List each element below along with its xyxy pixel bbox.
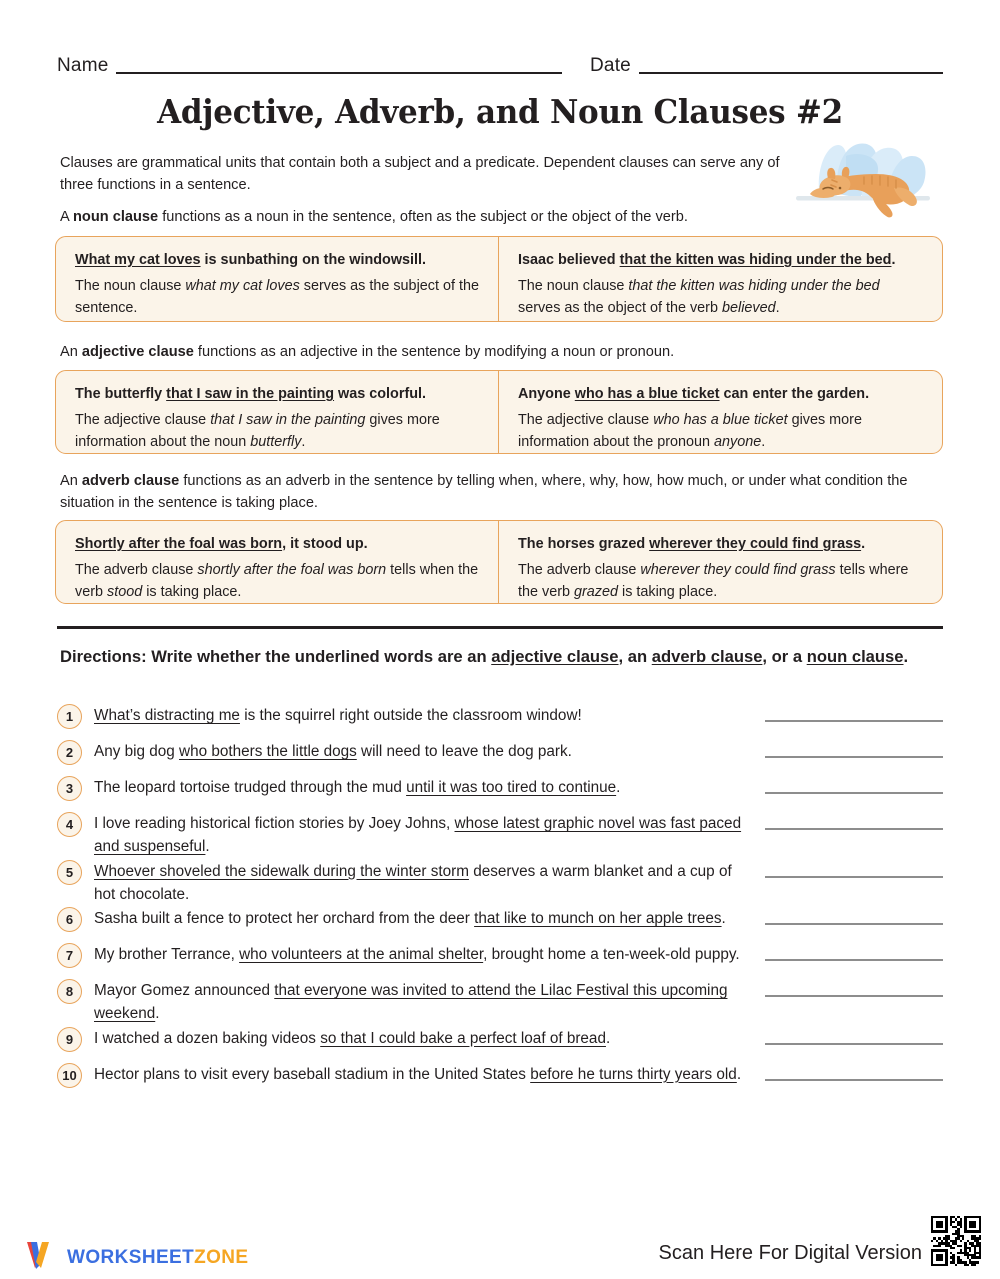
date-field-group [590,55,943,78]
qr-code[interactable] [928,1213,984,1269]
answer-line[interactable] [765,923,943,925]
example-cell [56,521,499,603]
question-number: 7 [57,943,82,968]
logo-wordmark [67,1247,249,1269]
question-row [0,703,1000,739]
adverb-clause-lead-prefix: An [60,473,82,489]
example-cell [56,371,499,453]
question-text: Hector plans to visit every baseball stadium in the United States before he turns thirty years old. [94,1065,742,1083]
example-headline: Isaac believed that the kitten was hiding under the bed. [518,252,896,268]
question-text: Sasha built a fence to protect her orchard from the deer that like to munch on her apple trees. [94,910,726,927]
noun-clause-lead-prefix: A [60,209,73,225]
question-list [0,703,1000,1098]
example-explanation: The adjective clause that I saw in the painting gives more information about the noun butterfly. [75,412,440,450]
answer-line[interactable] [765,959,943,961]
adjective-clause-term: adjective clause [81,344,194,360]
noun-clause-example-box [55,236,943,322]
name-label: Name [57,55,109,76]
question-number: 6 [57,907,82,932]
name-date-header [57,55,943,78]
page-title: Adjective, Adverb, and Noun Clauses #2 [157,92,843,131]
example-explanation: The noun clause what my cat loves serves as the subject of the sentence. [75,278,479,316]
question-number: 9 [57,1027,82,1052]
adjective-clause-example-box [55,370,943,454]
answer-line[interactable] [765,720,943,722]
question-row [0,1026,1000,1062]
question-text: Whoever shoveled the sidewalk during the winter storm deserves a warm blanket and a cup of hot chocolate. [94,862,732,903]
question-number: 4 [57,812,82,837]
question-text: I love reading historical fiction stories by Joey Johns, whose latest graphic novel was fast paced and suspenseful. [94,815,742,856]
example-cell [499,521,942,603]
question-text: My brother Terrance, who volunteers at the animal shelter, brought home a ten-week-old puppy. [94,946,740,963]
answer-line[interactable] [765,995,943,997]
example-explanation: The adverb clause shortly after the foal was born tells when the verb stood is taking place. [75,562,479,600]
question-row [0,775,1000,811]
scan-prompt-text: Scan Here For Digital Version [658,1242,922,1264]
adjective-clause-lead-prefix: An [60,344,82,360]
example-headline: The horses grazed wherever they could find grass. [518,536,866,552]
example-headline: What my cat loves is sunbathing on the windowsill. [75,252,427,268]
question-row [0,739,1000,775]
question-number: 5 [57,860,82,885]
logo-text-worksheet: WORKSHEET [67,1246,195,1268]
sleeping-cat-illustration [790,136,942,218]
example-headline: Shortly after the foal was born, it stood up. [75,536,368,552]
intro-paragraph: Clauses are grammatical units that contain both a subject and a predicate. Dependent clauses can serve any of three functions in a sentence. [60,155,780,194]
worksheet-zone-logo[interactable] [24,1240,249,1275]
question-number: 10 [57,1063,82,1088]
name-field-group [57,55,562,78]
noun-clause-lead-suffix: functions as a noun in the sentence, often as the subject or the object of the verb. [158,209,688,225]
example-explanation: The adverb clause wherever they could find grass tells where the verb grazed is taking place. [518,562,909,600]
example-explanation: The adjective clause who has a blue ticket gives more information about the pronoun anyone. [518,412,862,450]
adjective-clause-lead [60,341,940,363]
question-row [0,1062,1000,1098]
section-divider [57,626,943,629]
question-text: What’s distracting me is the squirrel right outside the classroom window! [94,707,582,724]
name-input-line[interactable] [116,72,562,74]
question-number: 8 [57,979,82,1004]
question-row [0,978,1000,1026]
question-text: Any big dog who bothers the little dogs will need to leave the dog park. [94,743,572,760]
question-row [0,859,1000,907]
adverb-clause-lead [60,470,940,514]
answer-line[interactable] [765,828,943,830]
question-row [0,811,1000,859]
answer-line[interactable] [765,756,943,758]
noun-clause-term: noun clause [72,209,159,225]
answer-line[interactable] [765,792,943,794]
question-text: I watched a dozen baking videos so that I could bake a perfect loaf of bread. [94,1029,611,1047]
answer-line[interactable] [765,1043,943,1045]
date-input-line[interactable] [639,72,943,74]
question-text: Mayor Gomez announced that everyone was invited to attend the Lilac Festival this upcoming weekend. [94,982,728,1023]
question-row [0,906,1000,942]
example-cell [499,237,942,321]
logo-text-zone: ZONE [194,1246,249,1268]
question-number: 2 [57,740,82,765]
answer-line[interactable] [765,1079,943,1081]
example-cell [499,371,942,453]
answer-line[interactable] [765,876,943,878]
question-number: 3 [57,776,82,801]
noun-clause-lead [60,206,790,228]
qr-code-grid [931,1216,981,1266]
logo-mark-icon [24,1240,58,1275]
example-explanation: The noun clause that the kitten was hiding under the bed serves as the object of the verb believed. [518,278,880,316]
example-headline: The butterfly that I saw in the painting was colorful. [75,386,427,402]
adverb-clause-example-box [55,520,943,604]
example-cell [56,237,499,321]
date-label: Date [590,55,631,76]
example-headline: Anyone who has a blue ticket can enter the garden. [518,386,870,402]
question-number: 1 [57,704,82,729]
directions-text: Directions: Write whether the underlined words are an adjective clause, an adverb clause, or a noun clause. [60,647,909,666]
adverb-clause-lead-suffix: functions as an adverb in the sentence by telling when, where, why, how, how much, or under what condition the situation in the sentence is taking place. [60,473,908,512]
adverb-clause-term: adverb clause [81,473,180,489]
question-text: The leopard tortoise trudged through the mud until it was too tired to continue. [94,779,621,796]
adjective-clause-lead-suffix: functions as an adjective in the sentence by modifying a noun or pronoun. [193,344,675,360]
question-row [0,942,1000,978]
